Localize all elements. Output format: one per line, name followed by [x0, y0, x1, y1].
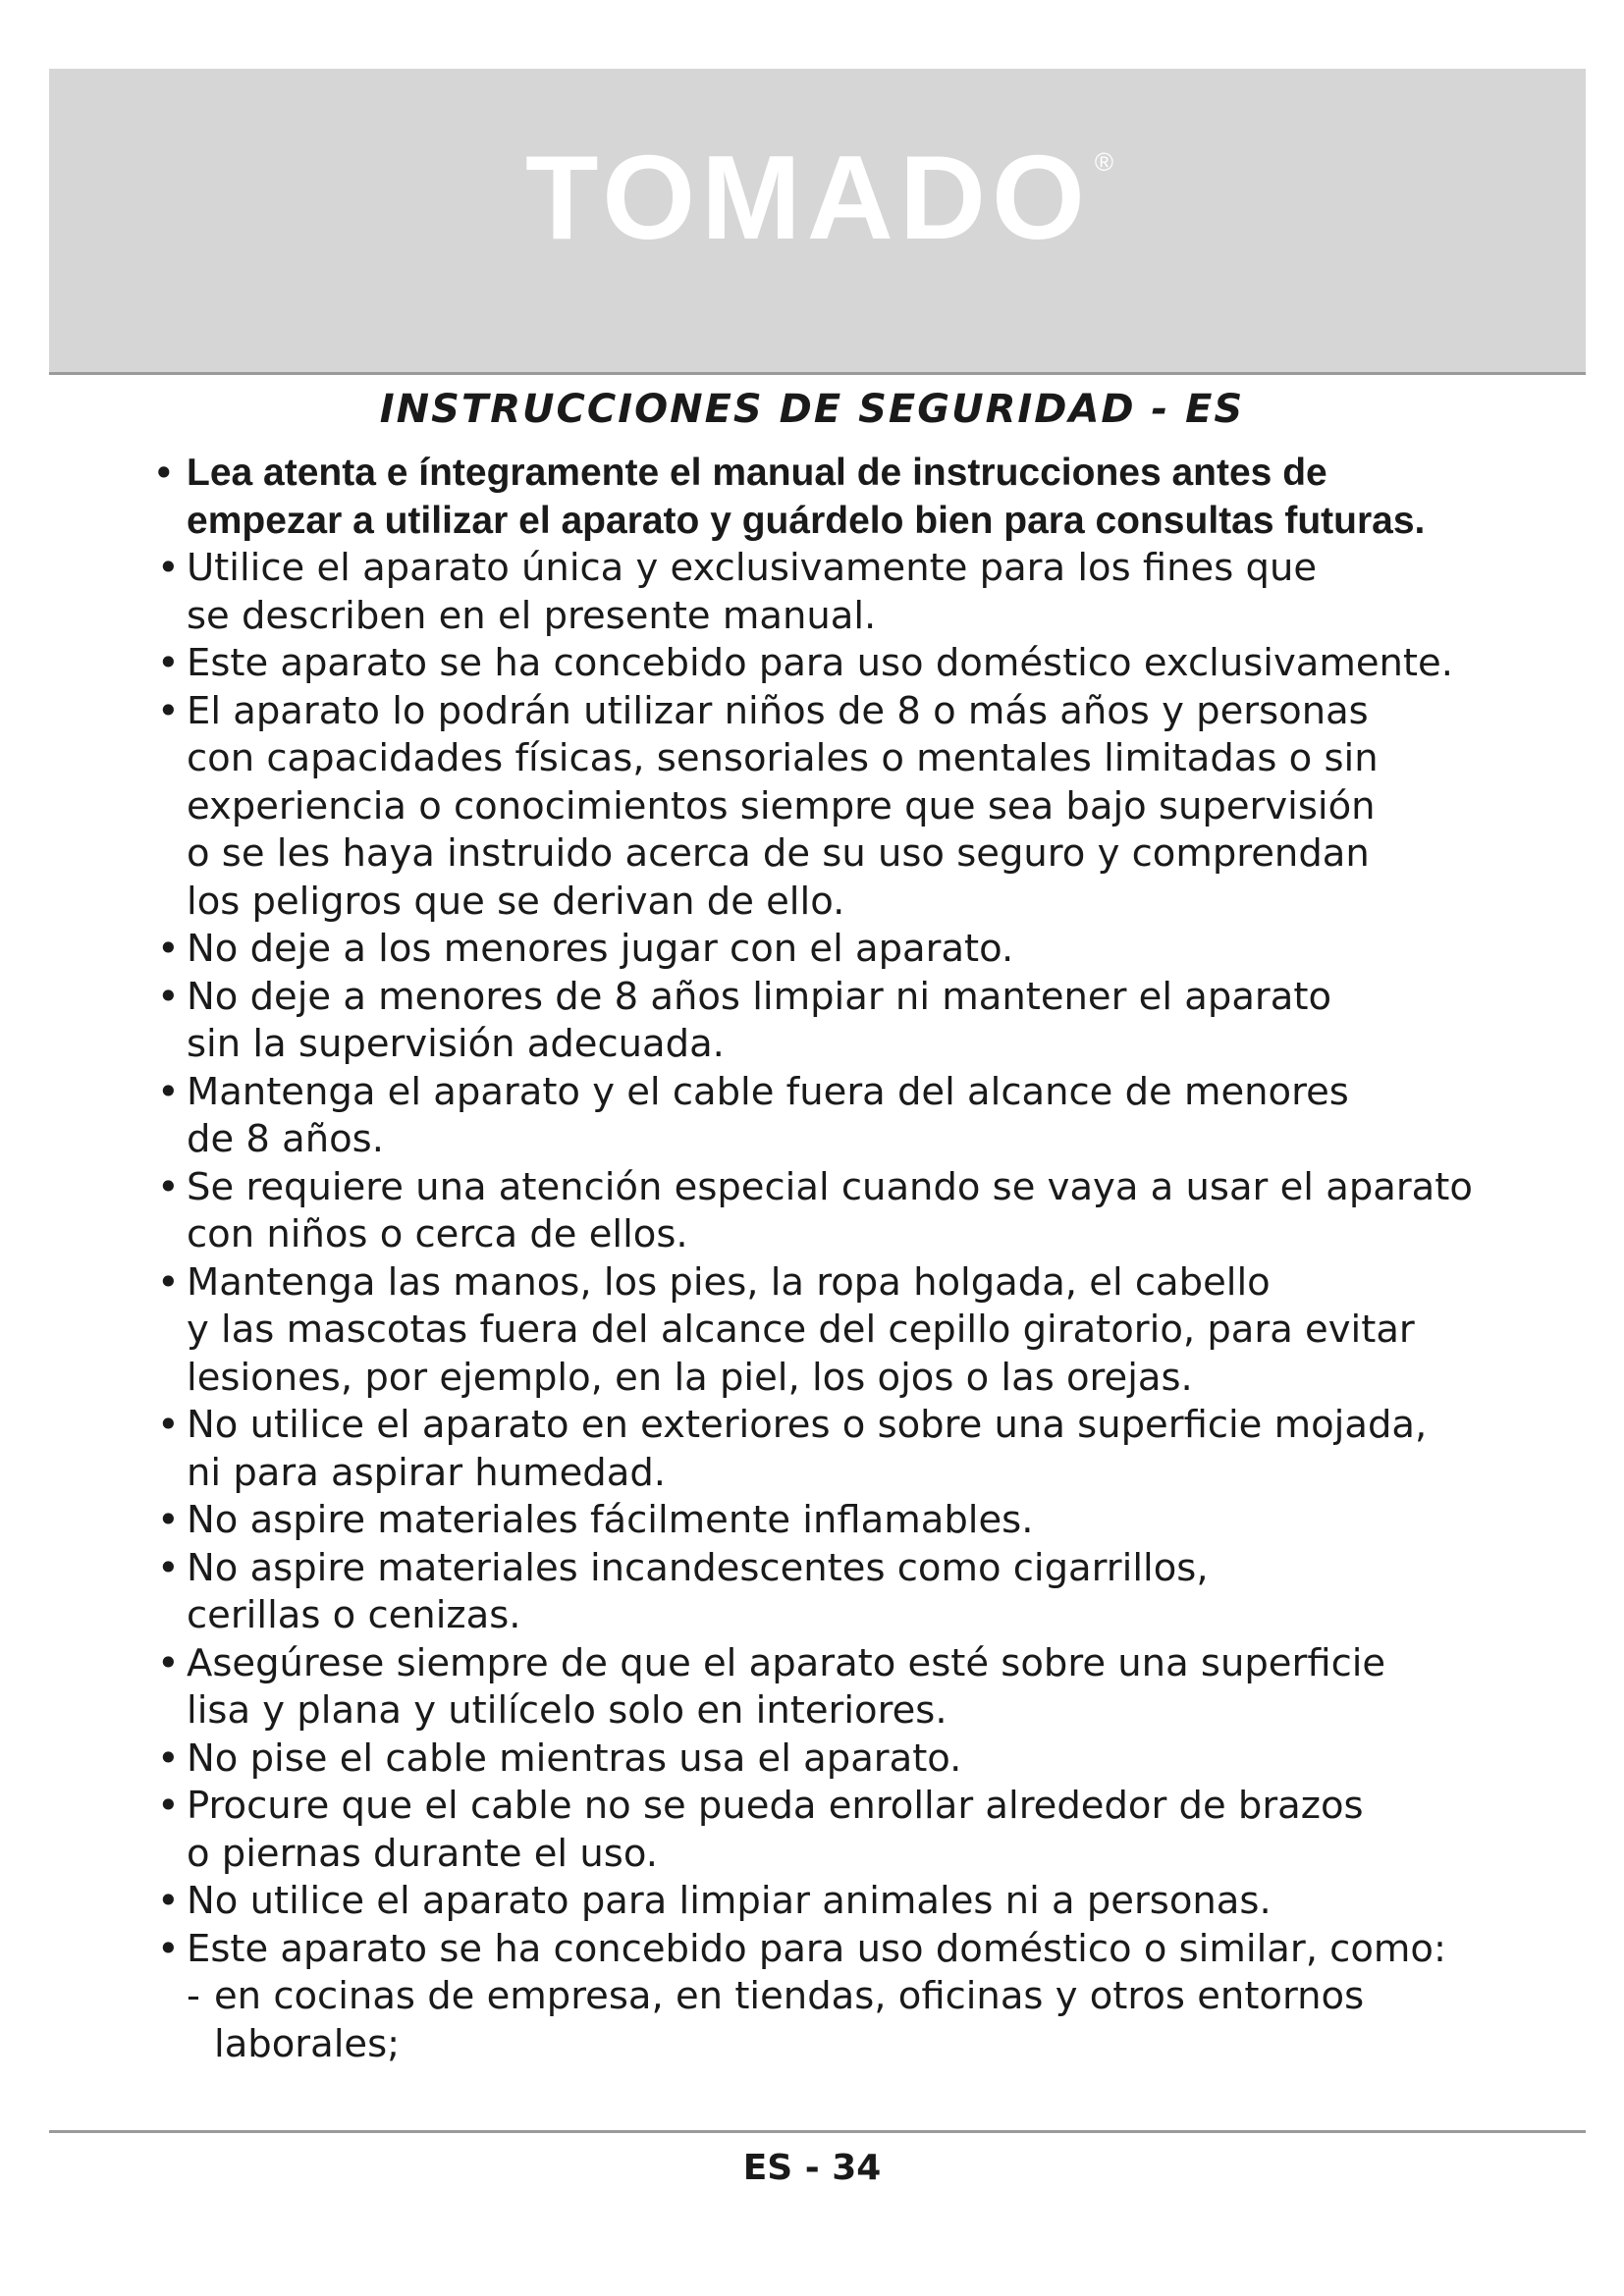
instruction-item: [157, 974, 1532, 1069]
instruction-line: Procure que el cable no se pueda enrollar alrededor de brazos: [187, 1784, 1364, 1828]
instruction-line: empezar a utilizar el aparato y guárdelo bien para consultas futuras.: [187, 499, 1426, 542]
instruction-line: No aspire materiales fácilmente inflamables.: [187, 1498, 1034, 1542]
instruction-line: Este aparato se ha concebido para uso doméstico exclusivamente.: [187, 641, 1453, 685]
instruction-line: y las mascotas fuera del alcance del cepillo giratorio, para evitar: [187, 1308, 1415, 1352]
bullet-icon: •: [157, 1545, 180, 1590]
section-title: INSTRUCCIONES DE SEGURIDAD - ES: [379, 387, 1245, 432]
brand-logo: [49, 131, 1586, 264]
bullet-icon: •: [157, 974, 180, 1019]
instruction-item: [157, 1926, 1532, 1974]
bullet-icon: •: [157, 1735, 180, 1781]
instruction-item: [157, 1497, 1532, 1545]
instruction-line: con capacidades físicas, sensoriales o mentales limitadas o sin: [187, 736, 1379, 780]
instruction-line: lisa y plana y utilícelo solo en interiores.: [187, 1688, 947, 1733]
instruction-line: No utilice el aparato para limpiar animales ni a personas.: [187, 1879, 1272, 1923]
instruction-item: [157, 1783, 1532, 1878]
bullet-icon: •: [157, 452, 171, 494]
instruction-line: sin la supervisión adecuada.: [187, 1022, 725, 1066]
instruction-item: [157, 1545, 1532, 1640]
instruction-item: [157, 688, 1532, 927]
instruction-item: [157, 1640, 1532, 1735]
instruction-item: [157, 1735, 1532, 1784]
instruction-line: ni para aspirar humedad.: [187, 1450, 666, 1495]
bullet-icon: •: [157, 1498, 180, 1542]
instruction-line: experiencia o conocimientos siempre que sea bajo supervisión: [187, 783, 1376, 828]
instruction-line: Utilice el aparato única y exclusivamente para los fines que: [187, 546, 1318, 590]
dash-icon: -: [187, 1974, 200, 2018]
instruction-item: [157, 1878, 1532, 1926]
subitem-line: en cocinas de empresa, en tiendas, oficinas y otros entornos: [214, 1974, 1365, 2018]
instruction-line: Mantenga las manos, los pies, la ropa holgada, el cabello: [187, 1259, 1271, 1305]
instruction-line: los peligros que se derivan de ello.: [187, 879, 845, 924]
bullet-icon: •: [157, 688, 180, 733]
instruction-line: El aparato lo podrán utilizar niños de 8 o más años y personas: [187, 688, 1369, 733]
instruction-item: [157, 545, 1532, 640]
instruction-line: lesiones, por ejemplo, en la piel, los ojos o las orejas.: [187, 1355, 1193, 1400]
instruction-line: No utilice el aparato en exteriores o sobre una superficie mojada,: [187, 1403, 1428, 1447]
instruction-item: [157, 640, 1532, 688]
bullet-icon: •: [157, 1640, 180, 1685]
instruction-line: cerillas o cenizas.: [187, 1593, 521, 1637]
bullet-icon: •: [157, 641, 180, 685]
instruction-line: Mantenga el aparato y el cable fuera del alcance de menores: [187, 1069, 1349, 1114]
instruction-item: [157, 1402, 1532, 1497]
bullet-icon: •: [157, 1069, 180, 1114]
instruction-subitem: [157, 1973, 1532, 2068]
bullet-icon: •: [157, 1784, 180, 1828]
instruction-line: con niños o cerca de ellos.: [187, 1212, 688, 1256]
bullet-icon: •: [157, 546, 180, 590]
bullet-icon: •: [157, 1164, 180, 1209]
bullet-icon: •: [157, 927, 180, 971]
header-band: [49, 69, 1586, 375]
bullet-icon: •: [157, 1926, 180, 1971]
bullet-icon: •: [157, 1259, 180, 1305]
instruction-line: de 8 años.: [187, 1117, 384, 1161]
instruction-line: Asegúrese siempre de que el aparato esté sobre una superficie: [187, 1640, 1386, 1685]
instruction-item: [157, 1259, 1532, 1403]
subitem-line: laborales;: [214, 2021, 401, 2066]
page-number: ES - 34: [742, 2148, 882, 2188]
instruction-line: o se les haya instruido acerca de su uso seguro y comprendan: [187, 831, 1370, 876]
instruction-line: No pise el cable mientras usa el aparato.: [187, 1735, 962, 1781]
instruction-item: [157, 926, 1532, 974]
instruction-line: Este aparato se ha concebido para uso doméstico o similar, como:: [187, 1926, 1446, 1971]
instruction-line: o piernas durante el uso.: [187, 1831, 658, 1876]
bullet-icon: •: [157, 1879, 180, 1923]
instruction-item: [157, 1069, 1532, 1164]
instruction-line: se describen en el presente manual.: [187, 593, 877, 638]
instruction-line: Se requiere una atención especial cuando se vaya a usar el aparato: [187, 1164, 1473, 1209]
instruction-line: No deje a los menores jugar con el aparato.: [187, 927, 1014, 971]
registered-mark: ®: [1094, 147, 1114, 177]
safety-instructions-list: [157, 450, 1532, 2068]
instruction-line: Lea atenta e íntegramente el manual de instrucciones antes de: [187, 452, 1327, 494]
brand-name: TOMADO: [524, 131, 1091, 264]
instruction-line: No aspire materiales incandescentes como cigarrillos,: [187, 1545, 1209, 1590]
bullet-icon: •: [157, 1403, 180, 1447]
instruction-item: [157, 1164, 1532, 1259]
instruction-line: No deje a menores de 8 años limpiar ni mantener el aparato: [187, 974, 1331, 1019]
footer-divider: [49, 2130, 1586, 2133]
instruction-item: [157, 450, 1532, 545]
